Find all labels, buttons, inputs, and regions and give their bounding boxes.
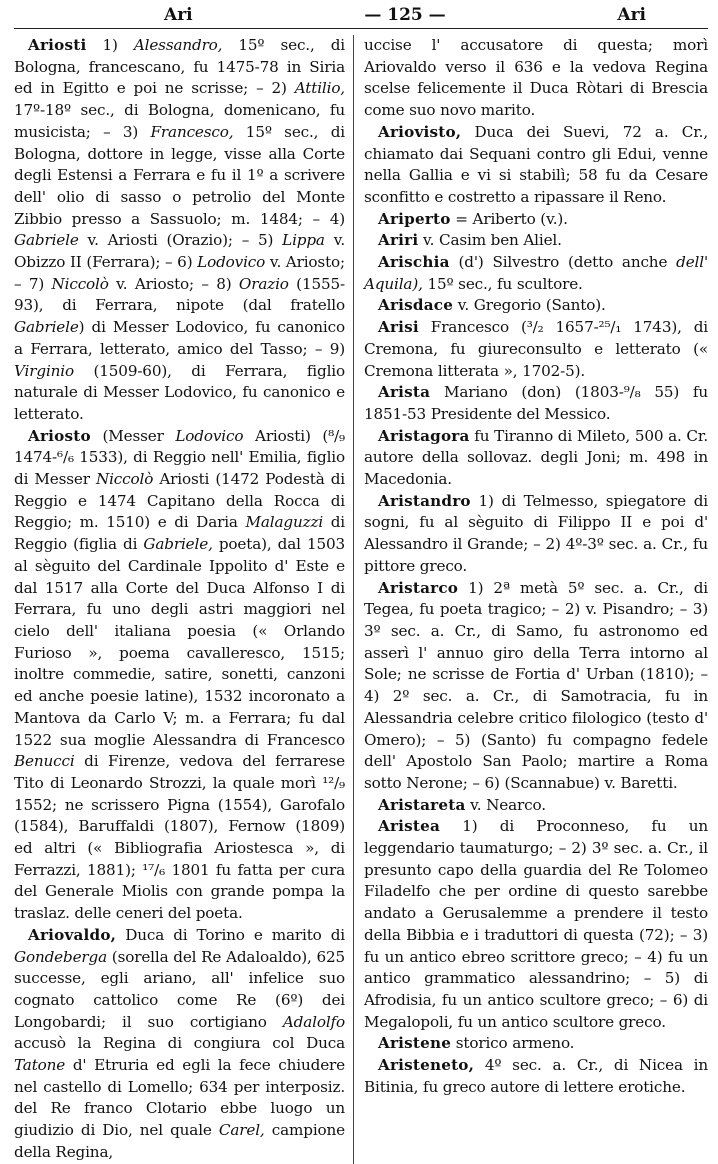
entry-italic-text: dell' Aquila), [364, 253, 708, 293]
entry-headword: Arisdace [378, 296, 454, 315]
entry-text: v. Nearco. [465, 795, 546, 814]
dictionary-entry [364, 230, 708, 252]
entry-headword: Ariri [378, 231, 419, 250]
entry-italic-text: Gabriele, [143, 535, 213, 554]
entry-text: (sorella del Re Adaloaldo), 625 successe, egli ariano, all' infelice suo cognato cattolico come Re (6º) dei Longobardi; il suo cortigiano [14, 947, 345, 1031]
dictionary-entry [364, 491, 708, 578]
entry-headword: Arisi [378, 318, 419, 337]
entry-headword: Ariovaldo, [28, 925, 117, 944]
entry-text: (1509-60), di Ferrara, figlio naturale di Messer Lodovico, fu canonico e letterato. [14, 361, 345, 423]
page-header [14, 2, 708, 29]
entry-headword: Aristareta [378, 795, 466, 814]
columns [14, 35, 708, 1164]
entry-text: 1) di Proconneso, fu un leggendario taumaturgo; – 2) 3º sec. a. Cr., il presunto capo della guardia del Re Tolomeo Filadelfo che per ordine di questo sarebbe andato a Gerusalemme a prendere il testo della Bibbia e i traduttori di questa (72); – 3) fu un antico ebreo scrittore greco; – 4) fu un antico grammatico alessandrino; – 5) di Afrodisia, fu un antico scultore greco; – 6) di Megalopoli, fu un antico scultore greco. [364, 817, 708, 1031]
entry-text: 1) 2ª metà 5º sec. a. Cr., di Tegea, fu poeta tragico; – 2) v. Pisandro; – 3) 3º sec. a. Cr., di Samo, fu astronomo ed asserì l' annuo giro della Terra intorno al Sole; ne scrisse de Fortia d' Urban (1810); – 4) 2º sec. a. Cr., di Samotracia, fu in Alessandria celebre critico filologico (testo d' Omero); – 5) (Santo) fu compagno fedele dell' Apostolo San Paolo; martire a Roma sotto Nerone; – 6) (Scannabue) v. Baretti. [364, 578, 708, 792]
header-left-keyword: Ari [164, 5, 193, 25]
dictionary-entry [364, 816, 708, 1033]
entry-text: campione della Regina, [14, 1121, 345, 1161]
entry-text: Ariosti) (⁸/₉ 1474-⁶/₆ 1533), di Reggio nell' Emilia, figlio di Messer [14, 426, 345, 489]
entry-italic-text: Alessandro, [133, 36, 223, 54]
entry-headword: Arischia [378, 253, 450, 272]
entry-text: accusò la Regina di congiura col Duca [14, 1034, 345, 1053]
entry-text: Mariano (don) (1803-⁹/₈ 55) fu 1851-53 Presidente del Messico. [364, 383, 708, 423]
dictionary-entry [364, 426, 708, 491]
dictionary-entry [364, 122, 708, 209]
entry-headword: Aristene [378, 1034, 452, 1053]
dictionary-entry [364, 1033, 708, 1055]
header-right-keyword: Ari [617, 5, 646, 25]
entry-italic-text: Carel, [218, 1121, 265, 1140]
entry-headword: Aristea [378, 817, 441, 836]
entry-italic-text: Benucci [14, 752, 75, 771]
right-column [354, 35, 708, 1164]
entry-text: v. Gregorio (Santo). [453, 296, 606, 315]
entry-text: 4º sec. a. Cr., di Nicea in Bitinia, fu greco autore di lettere erotiche. [364, 1056, 708, 1096]
entry-headword: Ariosto [28, 426, 91, 445]
entry-text: 15º sec., di Bologna, dottore in legge, visse alla Corte degli Estensi a Ferrara e fu il 1º a scrivere dell' olio di sasso o petrolio del Monte Zibbio presso a Sassuolo; m. 1484; – 4) [14, 122, 345, 228]
dictionary-entry [364, 252, 708, 295]
entry-text: (d') Silvestro (detto anche [449, 253, 677, 272]
entry-italic-text: Orazio [238, 274, 289, 293]
entry-headword: Ariovisto, [378, 122, 462, 141]
entry-italic-text: Gondeberga [14, 947, 108, 966]
dictionary-entry [364, 1055, 708, 1098]
entry-italic-text: Virginio [14, 361, 74, 380]
dictionary-entry [364, 578, 708, 795]
entry-text: 15º sec., fu scultore. [422, 274, 583, 293]
entry-italic-text: Tatone [14, 1056, 66, 1075]
entry-italic-text: Lodovico [197, 253, 266, 272]
entry-italic-text: Francesco, [150, 122, 234, 141]
dictionary-entry [14, 426, 345, 925]
entry-text: Duca di Torino e marito di [116, 925, 345, 944]
entry-headword: Aristeneto, [378, 1056, 475, 1075]
left-column [14, 35, 354, 1164]
entry-text: v. Ariosto; – 8) [108, 274, 239, 293]
dictionary-entry [364, 295, 708, 317]
entry-text: Duca dei Suevi, 72 a. Cr., chiamato dai Sequani contro gli Edui, venne nella Gallia e vi si stabilì; 58 fu da Cesare sconfitto e costretto a ripassare il Reno. [364, 122, 708, 206]
entry-text: (Messer [90, 426, 176, 445]
entry-text: ) di Messer Lodovico, fu canonico a Ferrara, letterato, amico del Tasso; – 9) [14, 318, 345, 358]
entry-headword: Aristarco [378, 578, 459, 597]
entry-text: 1) di Telmesso, spiegatore di sogni, fu al sèguito di Filippo II e poi d' Alessandro il Grande; – 2) 4º-3º sec. a. Cr., fu pittore greco. [364, 491, 708, 575]
entry-text: di Firenze, vedova del ferrarese Tito di Leonardo Strozzi, la quale morì ¹²/₉ 1552; ne scrissero Pigna (1554), Garofalo (1584), Baruffaldi (1807), Fernow (1809) ed altri (« Bibliografia Ariostesca », di Ferrazzi, 1881); ¹⁷/₆ 1801 fu fatta per cura del Generale Miolis con grande pompa la traslaz. delle ceneri del poeta. [14, 752, 345, 923]
entry-italic-text: Gabriele [14, 231, 79, 250]
dictionary-entry [364, 795, 708, 817]
entry-text: = Ariberto (v.). [450, 209, 568, 228]
entry-italic-text: Attilio, [294, 79, 345, 98]
dictionary-entry [14, 925, 345, 1164]
dictionary-entry [364, 382, 708, 425]
entry-text: Francesco (³/₂ 1657-²⁵/₁ 1743), di Cremona, fu giureconsulto e letterato (« Cremona litterata », 1702-5). [364, 318, 708, 380]
entry-italic-text: Lodovico [175, 426, 244, 445]
entry-text: 17º-18º sec., di Bologna, domenicano, fu musicista; – 3) [14, 101, 345, 141]
page-number: — 125 — [364, 5, 446, 25]
entry-text: fu Tiranno di Mileto, 500 a. Cr. autore della sollovaz. degli Joni; m. 498 in Macedonia. [364, 426, 708, 489]
entry-text: v. Obizzo II (Ferrara); – 6) [14, 231, 345, 272]
entry-headword: Arista [378, 383, 431, 402]
entry-italic-text: Gabriele [14, 318, 79, 337]
entry-italic-text: Niccolò [95, 470, 154, 489]
entry-text: d' Etruria ed egli la fece chiudere nel castello di Lomello; 634 per interposiz. del Re franco Clotario ebbe luogo un giudizio di Dio, nel quale [14, 1056, 345, 1140]
entry-text: 15º sec., di Bologna, francescano, fu 1475-78 in Siria ed in Egitto e poi ne scrisse; – 2) [14, 36, 345, 98]
dictionary-entry [364, 35, 708, 122]
dictionary-entry [364, 317, 708, 382]
entry-text: v. Casim ben Aliel. [418, 231, 562, 250]
entry-headword: Aristandro [378, 491, 471, 510]
entry-headword: Ariosti [28, 36, 87, 54]
entry-text: v. Ariosto; – 7) [14, 253, 345, 293]
entry-text: (1555-93), di Ferrara, nipote (dal fratello [14, 274, 345, 315]
entry-italic-text: Malaguzzi [245, 513, 324, 532]
entry-text: v. Ariosti (Orazio); – 5) [78, 231, 283, 250]
dictionary-entry [364, 209, 708, 231]
entry-italic-text: Niccolò [51, 274, 109, 293]
entry-headword: Aristagora [378, 426, 470, 445]
entry-headword: Ariperto [378, 209, 451, 228]
entry-text: di Reggio (figlia di [14, 513, 345, 554]
entry-text: storico armeno. [451, 1034, 575, 1053]
entry-text: uccise l' accusatore di questa; morì Ariovaldo verso il 636 e la vedova Regina scelse felicemente il Duca Ròtari di Brescia come suo novo marito. [364, 36, 708, 120]
dictionary-entry [14, 35, 345, 426]
entry-text: poeta), dal 1503 al sèguito del Cardinale Ippolito d' Este e dal 1517 alla Corte del Duca Alfonso I di Ferrara, fu uno degli astri maggiori nel cielo dell' italiana poesia (« Orlando Furioso », poema cavalleresco, 1515; inoltre commedie, satire, sonetti, canzoni ed anche poesie latine), 1532 incoronato a Mantova da Carlo V; m. a Ferrara; fu dal 1522 sua moglie Alessandra di Francesco [14, 535, 345, 749]
entry-text: Ariosti (1472 Podestà di Reggio e 1474 Capitano della Rocca di Reggio; m. 1510) e di Daria [14, 470, 345, 532]
entry-text: 1) [86, 36, 134, 54]
entry-italic-text: Lippa [282, 231, 325, 250]
entry-italic-text: Adalolfo [282, 1012, 345, 1031]
